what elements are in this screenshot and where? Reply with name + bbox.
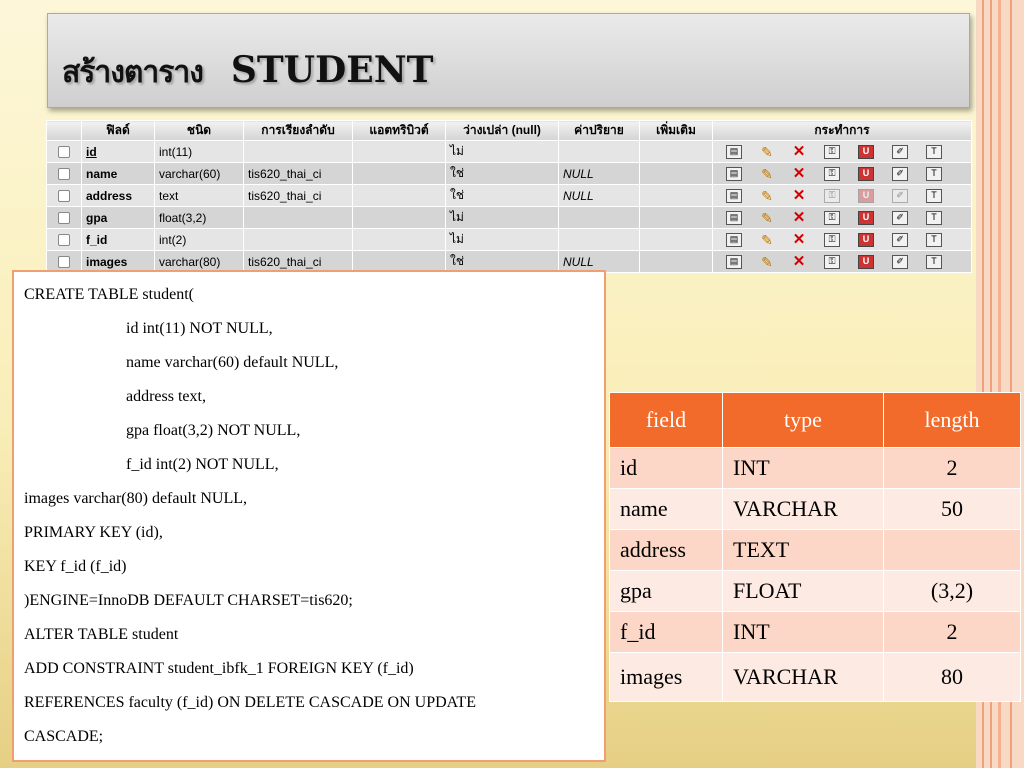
browse-icon[interactable]: ▤ (726, 233, 742, 247)
field-collation (244, 229, 353, 251)
edit-pencil-icon[interactable]: ✎ (761, 253, 773, 270)
edit-pencil-icon[interactable]: ✎ (761, 187, 773, 204)
drop-x-icon[interactable]: ✕ (792, 142, 806, 160)
sql-line: KEY f_id (f_id) (24, 558, 127, 575)
header-extra: เพิ่มเติม (640, 121, 713, 141)
header-field: ฟิลด์ (82, 121, 155, 141)
edit-pencil-icon[interactable]: ✎ (761, 165, 773, 182)
index-icon[interactable]: ✐ (892, 233, 908, 247)
summary-length: 80 (884, 653, 1021, 702)
field-type: varchar(60) (155, 163, 244, 185)
field-attributes (353, 141, 446, 163)
browse-icon[interactable]: ▤ (726, 255, 742, 269)
field-attributes (353, 229, 446, 251)
edit-pencil-icon[interactable]: ✎ (761, 231, 773, 248)
summary-length: (3,2) (884, 571, 1021, 612)
header-type: ชนิด (155, 121, 244, 141)
row-checkbox (47, 207, 82, 229)
summary-length: 2 (884, 448, 1021, 489)
sql-line: CREATE TABLE student( (24, 286, 194, 303)
row-actions (713, 185, 972, 207)
table-row (610, 489, 1021, 530)
header-attributes: แอตทริบิวต์ (353, 121, 446, 141)
sql-line: id int(11) NOT NULL, (126, 320, 273, 337)
field-collation: tis620_thai_ci (244, 185, 353, 207)
browse-icon[interactable]: ▤ (726, 211, 742, 225)
sql-line: )ENGINE=InnoDB DEFAULT CHARSET=tis620; (24, 592, 353, 609)
field-default: NULL (559, 163, 640, 185)
table-row (47, 141, 972, 163)
drop-x-icon[interactable]: ✕ (792, 164, 806, 182)
field-extra (640, 251, 713, 273)
table-row (610, 448, 1021, 489)
primary-key-icon[interactable]: ⚿ (824, 167, 840, 181)
row-actions (713, 229, 972, 251)
header-checkbox (47, 121, 82, 141)
field-collation: tis620_thai_ci (244, 251, 353, 273)
field-name: f_id (82, 229, 155, 251)
sql-line: name varchar(60) default NULL, (126, 354, 339, 371)
summary-field: name (610, 489, 723, 530)
field-default (559, 141, 640, 163)
header-null: ว่างเปล่า (null) (446, 121, 559, 141)
field-summary-table (609, 392, 1021, 702)
field-null: ใช่ (446, 185, 559, 207)
table-row (47, 163, 972, 185)
row-select-checkbox[interactable] (58, 212, 70, 224)
sql-code-box (12, 270, 606, 762)
field-collation (244, 141, 353, 163)
row-select-checkbox[interactable] (58, 190, 70, 202)
header-actions: กระทำการ (713, 121, 972, 141)
field-type: text (155, 185, 244, 207)
row-select-checkbox[interactable] (58, 168, 70, 180)
table-row (47, 185, 972, 207)
sql-line: f_id int(2) NOT NULL, (126, 456, 279, 473)
summary-type: TEXT (723, 530, 884, 571)
field-name: images (82, 251, 155, 273)
unique-icon[interactable]: U (858, 167, 874, 181)
summary-field: address (610, 530, 723, 571)
row-checkbox (47, 185, 82, 207)
sql-line: gpa float(3,2) NOT NULL, (126, 422, 301, 439)
browse-icon[interactable]: ▤ (726, 145, 742, 159)
summary-header-length: length (884, 393, 1021, 448)
fulltext-icon[interactable]: T (926, 233, 942, 247)
header-collation: การเรียงลำดับ (244, 121, 353, 141)
primary-key-icon[interactable]: ⚿ (824, 145, 840, 159)
sql-line: address text, (126, 388, 206, 405)
field-type: float(3,2) (155, 207, 244, 229)
field-extra (640, 229, 713, 251)
summary-length (884, 530, 1021, 571)
field-attributes (353, 185, 446, 207)
primary-key-icon[interactable]: ⚿ (824, 211, 840, 225)
field-collation (244, 207, 353, 229)
unique-icon[interactable]: U (858, 211, 874, 225)
index-icon[interactable]: ✐ (892, 211, 908, 225)
row-select-checkbox[interactable] (58, 146, 70, 158)
structure-header-row (47, 121, 972, 141)
table-row (47, 207, 972, 229)
row-checkbox (47, 229, 82, 251)
field-type: int(2) (155, 229, 244, 251)
sql-line: CASCADE; (24, 728, 104, 745)
title-english: STUDENT (230, 49, 434, 91)
summary-length: 2 (884, 612, 1021, 653)
table-row (47, 229, 972, 251)
table-row (610, 571, 1021, 612)
field-type: int(11) (155, 141, 244, 163)
primary-key-icon[interactable]: ⚿ (824, 255, 840, 269)
summary-type: VARCHAR (723, 489, 884, 530)
field-null: ใช่ (446, 251, 559, 273)
summary-field: images (610, 653, 723, 702)
field-collation: tis620_thai_ci (244, 163, 353, 185)
field-type: varchar(80) (155, 251, 244, 273)
sql-line: PRIMARY KEY (id), (24, 524, 163, 541)
unique-icon[interactable]: U (858, 255, 874, 269)
sql-line: ALTER TABLE student (24, 626, 179, 643)
slide-title (62, 49, 433, 96)
fulltext-icon[interactable]: T (926, 211, 942, 225)
header-default: ค่าปริยาย (559, 121, 640, 141)
row-select-checkbox[interactable] (58, 234, 70, 246)
summary-length: 50 (884, 489, 1021, 530)
drop-x-icon[interactable]: ✕ (792, 208, 806, 226)
summary-field: id (610, 448, 723, 489)
primary-key-icon[interactable]: ⚿ (824, 233, 840, 247)
fulltext-icon[interactable]: T (926, 167, 942, 181)
row-actions (713, 207, 972, 229)
summary-type: INT (723, 612, 884, 653)
fulltext-icon[interactable]: T (926, 255, 942, 269)
title-bar (47, 13, 970, 108)
summary-header-row (610, 393, 1021, 448)
summary-type: VARCHAR (723, 653, 884, 702)
summary-type: FLOAT (723, 571, 884, 612)
field-attributes (353, 163, 446, 185)
table-row (610, 653, 1021, 702)
field-null: ไม่ (446, 207, 559, 229)
primary-key-icon[interactable]: ⚿ (824, 189, 840, 203)
field-name: name (82, 163, 155, 185)
field-attributes (353, 207, 446, 229)
unique-icon[interactable]: U (858, 189, 874, 203)
field-name: gpa (82, 207, 155, 229)
field-null: ไม่ (446, 141, 559, 163)
field-name: address (82, 185, 155, 207)
field-null: ใช่ (446, 163, 559, 185)
row-select-checkbox[interactable] (58, 256, 70, 268)
row-checkbox (47, 163, 82, 185)
field-default: NULL (559, 185, 640, 207)
table-row (610, 612, 1021, 653)
sql-line: REFERENCES faculty (f_id) ON DELETE CASCADE ON UPDATE (24, 694, 476, 711)
summary-header-field: field (610, 393, 723, 448)
edit-pencil-icon[interactable]: ✎ (761, 143, 773, 160)
summary-header-type: type (723, 393, 884, 448)
index-icon[interactable]: ✐ (892, 255, 908, 269)
field-default (559, 207, 640, 229)
sql-line: images varchar(80) default NULL, (24, 490, 248, 507)
row-checkbox (47, 141, 82, 163)
field-name: id (82, 141, 155, 163)
table-row (610, 530, 1021, 571)
field-extra (640, 185, 713, 207)
field-default: NULL (559, 251, 640, 273)
field-extra (640, 141, 713, 163)
drop-x-icon[interactable]: ✕ (792, 230, 806, 248)
drop-x-icon[interactable]: ✕ (792, 186, 806, 204)
drop-x-icon[interactable]: ✕ (792, 252, 806, 270)
browse-icon[interactable]: ▤ (726, 189, 742, 203)
field-default (559, 229, 640, 251)
summary-field: f_id (610, 612, 723, 653)
unique-icon[interactable]: U (858, 233, 874, 247)
field-null: ไม่ (446, 229, 559, 251)
row-actions (713, 141, 972, 163)
fulltext-icon[interactable]: T (926, 145, 942, 159)
row-actions (713, 251, 972, 273)
field-extra (640, 163, 713, 185)
edit-pencil-icon[interactable]: ✎ (761, 209, 773, 226)
browse-icon[interactable]: ▤ (726, 167, 742, 181)
sql-line: ADD CONSTRAINT student_ibfk_1 FOREIGN KEY (f_id) (24, 660, 414, 677)
summary-type: INT (723, 448, 884, 489)
index-icon[interactable]: ✐ (892, 167, 908, 181)
field-extra (640, 207, 713, 229)
unique-icon[interactable]: U (858, 145, 874, 159)
index-icon[interactable]: ✐ (892, 145, 908, 159)
table-structure-grid (46, 120, 972, 273)
title-thai: สร้างตาราง (62, 55, 203, 90)
fulltext-icon[interactable]: T (926, 189, 942, 203)
summary-field: gpa (610, 571, 723, 612)
row-actions (713, 163, 972, 185)
index-icon[interactable]: ✐ (892, 189, 908, 203)
